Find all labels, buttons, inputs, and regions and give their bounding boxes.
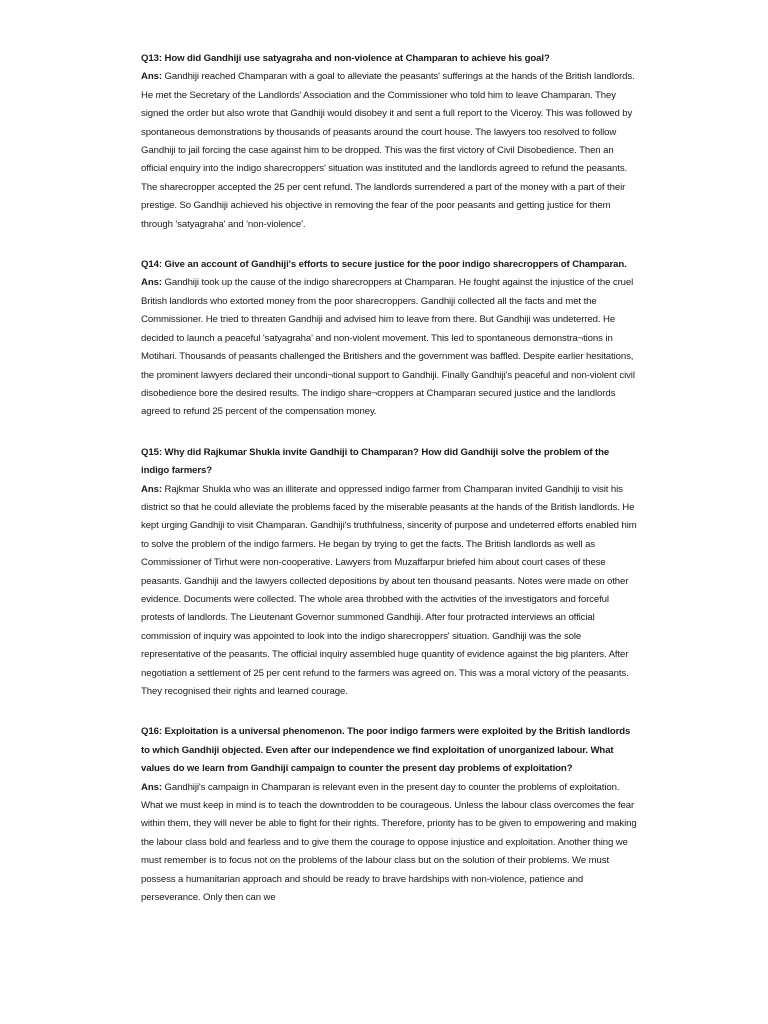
question-q14: Q14: Give an account of Gandhiji's efforts to secure justice for the poor indigo sharecroppers of Champaran. xyxy=(141,259,627,271)
qa-block-q14 xyxy=(141,256,639,422)
answer-q15 xyxy=(141,481,639,702)
answer-label: Ans: xyxy=(141,781,165,793)
answer-text: Gandhiji reached Champaran with a goal to alleviate the peasants' sufferings at the hands of the British landlords. He met the Secretary of the Landlords' Association and the Commissioner who told him to leave Champaran. They signed the order but also wrote that Gandhiji would disobey it and sent a full report to the Viceroy. This was followed by spontaneous demonstrations by thousands of peasants around the court house. The lawyers too resolved to follow Gandhiji to jail forcing the case against him to be dropped. This was the first victory of Civil Disobedience. Then an official enquiry into the indigo sharecroppers' situation was instituted and the landlords agreed to refund the peasants. The sharecropper accepted the 25 per cent refund. The landlords surrendered a part of the money with a part of their prestige. So Gandhiji achieved his objective in removing the fear of the poor peasants and getting justice for them through 'satyagraha' and 'non-violence'. xyxy=(141,71,635,230)
answer-text: Rajkmar Shukla who was an illiterate and oppressed indigo farmer from Champaran invited Gandhiji to visit his district so that he could alleviate the problems faced by the miserable peasants at the hands of the British landlords. He kept urging Gandhiji to visit Champaran. Gandhiji's truthfulness, sincerity of purpose and undeterred efforts enabled him to solve the problem of the indigo farmers. He began by trying to get the facts. The British landlords as well as Commissioner of Tirhut were non-cooperative. Lawyers from Muzaffarpur briefed him about court cases of these peasants. Gandhiji and the lawyers collected depositions by about ten thousand peasants. Notes were made on other evidence. Documents were collected. The whole area throbbed with the activities of the investigators and forceful protests of landlords. The Lieutenant Governor summoned Gandhiji. After four protracted interviews an official commission of inquiry was appointed to look into the indigo sharecroppers' situation. Gandhiji was the sole representative of the peasants. The official inquiry assembled huge quantity of evidence against the big planters. After negotiation a settlement of 25 per cent refund to the farmers was agreed on. This was a moral victory of the peasants. They recognised their rights and learned courage. xyxy=(141,483,637,697)
question-q15: Q15: Why did Rajkumar Shukla invite Gandhiji to Champaran? How did Gandhiji solve the problem of the indigo farmers? xyxy=(141,446,610,477)
qa-block-q13 xyxy=(141,50,639,234)
answer-label: Ans: xyxy=(141,277,165,289)
question-q16: Q16: Exploitation is a universal phenomenon. The poor indigo farmers were exploited by the British landlords to which Gandhiji objected. Even after our independence we find exploitation of unorganized labour. What values do we learn from Gandhiji campaign to counter the present day problems of exploitation? xyxy=(141,726,631,775)
answer-q14 xyxy=(141,274,639,421)
answer-label: Ans: xyxy=(141,71,165,83)
question-q13: Q13: How did Gandhiji use satyagraha and non-violence at Champaran to achieve his goal? xyxy=(141,53,550,64)
document-page xyxy=(141,50,639,929)
qa-block-q15 xyxy=(141,444,639,702)
answer-text: Gandhiji took up the cause of the indigo sharecroppers at Champaran. He fought against the injustice of the cruel British landlords who extorted money from the poor sharecroppers. Gandhiji collected all the facts and met the Commissioner. He tried to threaten Gandhiji and advised him to leave from there. But Gandhiji was undeterred. He decided to launch a peaceful 'satyagraha' and non-violent movement. This led to spontaneous demonstra¬tions in Motihari. Thousands of peasants challenged the Britishers and the government was baffled. Despite earlier hesitations, the prominent lawyers declared their uncondi¬tional support to Gandhiji. Finally Gandhiji's peaceful and non-violent civil disobedience bore the desired results. The indigo share¬croppers at Champaran secured justice and the landlords agreed to refund 25 percent of the compensation money. xyxy=(141,277,635,418)
answer-label: Ans: xyxy=(141,483,165,495)
answer-q13 xyxy=(141,68,639,234)
answer-q16 xyxy=(141,779,639,908)
qa-block-q16 xyxy=(141,723,639,907)
answer-text: Gandhiji's campaign in Champaran is relevant even in the present day to counter the problems of exploitation. What we must keep in mind is to teach the downtrodden to be courageous. Unless the labour class overcomes the fear within them, they will never be able to fight for their rights. Therefore, priority has to be given to empowering and making the labour class bold and fearless and to give them the courage to oppose injustice and exploitation. Another thing we must remember is to focus not on the problems of the labour class but on the solution of their problems. We must possess a humanitarian approach and should be ready to brave hardships with non-violence, patience and perseverance. Only then can we xyxy=(141,781,637,904)
